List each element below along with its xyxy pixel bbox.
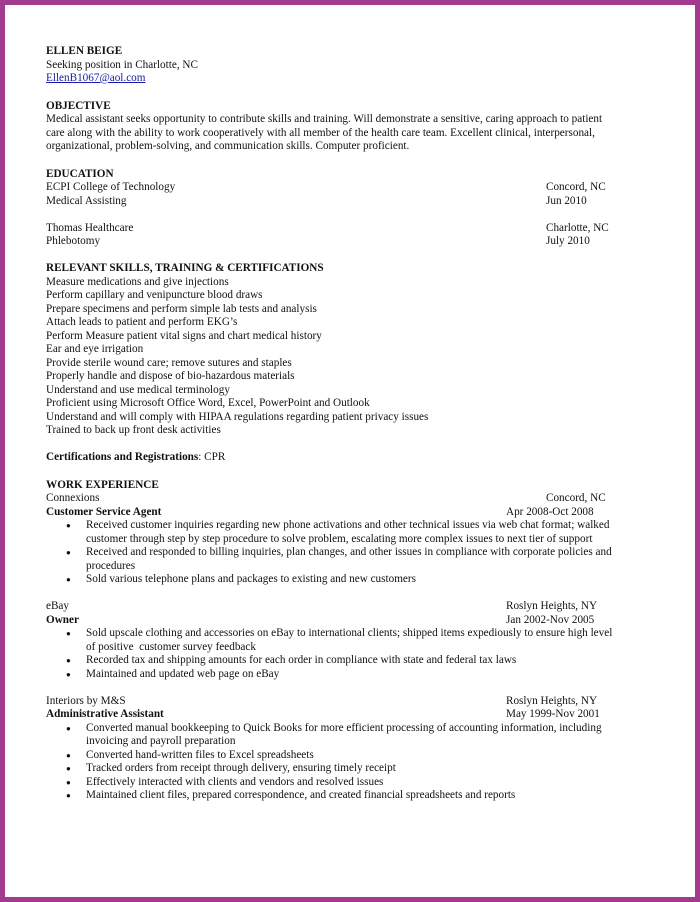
job-bullet: ● Maintained and updated web page on eBay bbox=[46, 668, 656, 682]
job-company: eBay bbox=[46, 600, 69, 612]
skills-heading: RELEVANT SKILLS, TRAINING & CERTIFICATIONS bbox=[46, 262, 324, 274]
job-bullet: ● Sold upscale clothing and accessories on eBay to international clients; shipped items expediously to ensure high level of positive customer survey feedback bbox=[46, 627, 656, 654]
applicant-name: ELLEN BEIGE bbox=[46, 45, 123, 57]
job-dates: May 1999-Nov 2001 bbox=[506, 708, 600, 720]
job-bullet: ● Recorded tax and shipping amounts for each order in compliance with state and federal tax laws bbox=[46, 654, 656, 668]
program-name: Medical Assisting bbox=[46, 194, 127, 207]
program-date: July 2010 bbox=[546, 235, 590, 247]
certifications-line bbox=[46, 451, 656, 465]
job-bullet: ● Received customer inquiries regarding new phone activations and other technical issues via web chat format; walked customer through step by step procedure to solve problem, escalating more complex issues to next tier of support bbox=[46, 519, 656, 546]
job-title-row bbox=[46, 614, 656, 628]
job-dates: Apr 2008-Oct 2008 bbox=[506, 505, 594, 518]
job-bullet: ● Maintained client files, prepared correspondence, and created financial spreadsheets and reports bbox=[46, 789, 656, 803]
seeking-line: Seeking position in Charlotte, NC bbox=[46, 58, 198, 71]
email-link[interactable]: EllenB1067@aol.com bbox=[46, 72, 146, 84]
job-bullet: ● Received and responded to billing inquiries, plan changes, and other issues in compliance with corporate policies and procedures bbox=[46, 546, 656, 573]
job-bullet: ● Converted hand-written files to Excel spreadsheets bbox=[46, 749, 656, 763]
job-title: Owner bbox=[46, 613, 79, 626]
job-company-row bbox=[46, 600, 656, 614]
skill-item: Provide sterile wound care; remove sutures and staples bbox=[46, 356, 292, 369]
job-title: Administrative Assistant bbox=[46, 708, 164, 720]
objective-line: Medical assistant seeks opportunity to contribute skills and training. Will demonstrate a sensitive, caring approach to patient bbox=[46, 113, 603, 125]
job-title-row bbox=[46, 506, 656, 520]
school-name: Thomas Healthcare bbox=[46, 221, 134, 234]
job-bullets bbox=[46, 722, 656, 803]
skill-item: Attach leads to patient and perform EKG’s bbox=[46, 316, 238, 328]
resume-page bbox=[5, 5, 695, 897]
education-row bbox=[46, 195, 656, 209]
resume-document bbox=[46, 45, 656, 803]
objective-heading: OBJECTIVE bbox=[46, 99, 111, 112]
program-date: Jun 2010 bbox=[546, 194, 587, 207]
skill-item: Prepare specimens and perform simple lab tests and analysis bbox=[46, 302, 317, 315]
program-name: Phlebotomy bbox=[46, 235, 101, 247]
job-bullet: ● Converted manual bookkeeping to Quick Books for more efficient processing of accounting information, including invoicing and payroll preparation bbox=[46, 722, 656, 749]
job-company-row bbox=[46, 492, 656, 506]
job-bullets bbox=[46, 519, 656, 587]
skill-item: Measure medications and give injections bbox=[46, 275, 229, 288]
job-company: Interiors by M&S bbox=[46, 694, 126, 707]
certifications-label: Certifications and Registrations bbox=[46, 451, 199, 463]
education-heading: EDUCATION bbox=[46, 167, 114, 180]
objective-line: care along with the ability to work cooperatively with all member of the health care team. Excellent clinical, interpersonal, bbox=[46, 126, 595, 139]
school-location: Concord, NC bbox=[546, 181, 606, 193]
skill-item: Perform Measure patient vital signs and chart medical history bbox=[46, 329, 322, 342]
school-name: ECPI College of Technology bbox=[46, 181, 176, 193]
job-bullet: ● Sold various telephone plans and packages to existing and new customers bbox=[46, 573, 656, 587]
skill-item: Proficient using Microsoft Office Word, Excel, PowerPoint and Outlook bbox=[46, 397, 370, 409]
job-bullet: ● Effectively interacted with clients and vendors and resolved issues bbox=[46, 776, 656, 790]
job-location: Roslyn Heights, NY bbox=[506, 600, 598, 612]
job-bullets bbox=[46, 627, 656, 681]
skill-item: Perform capillary and venipuncture blood draws bbox=[46, 289, 263, 301]
job-company-row bbox=[46, 695, 656, 709]
skill-item: Trained to back up front desk activities bbox=[46, 424, 221, 436]
education-row bbox=[46, 181, 656, 195]
school-location: Charlotte, NC bbox=[546, 221, 609, 234]
education-row bbox=[46, 222, 656, 236]
skill-item: Properly handle and dispose of bio-hazardous materials bbox=[46, 370, 295, 382]
certifications-value: : CPR bbox=[198, 451, 226, 463]
objective-line: organizational, problem-solving, and communication skills. Computer proficient. bbox=[46, 140, 410, 152]
job-title-row bbox=[46, 708, 656, 722]
job-bullet: ● Tracked orders from receipt through delivery, ensuring timely receipt bbox=[46, 762, 656, 776]
job-dates: Jan 2002-Nov 2005 bbox=[506, 613, 595, 626]
job-title: Customer Service Agent bbox=[46, 505, 162, 518]
skill-item: Understand and use medical terminology bbox=[46, 383, 230, 396]
skill-item: Understand and will comply with HIPAA regulations regarding patient privacy issues bbox=[46, 410, 429, 423]
skill-item: Ear and eye irrigation bbox=[46, 343, 144, 355]
job-location: Roslyn Heights, NY bbox=[506, 694, 598, 707]
job-location: Concord, NC bbox=[546, 492, 606, 504]
work-heading: WORK EXPERIENCE bbox=[46, 478, 159, 491]
job-company: Connexions bbox=[46, 492, 100, 504]
education-row bbox=[46, 235, 656, 249]
